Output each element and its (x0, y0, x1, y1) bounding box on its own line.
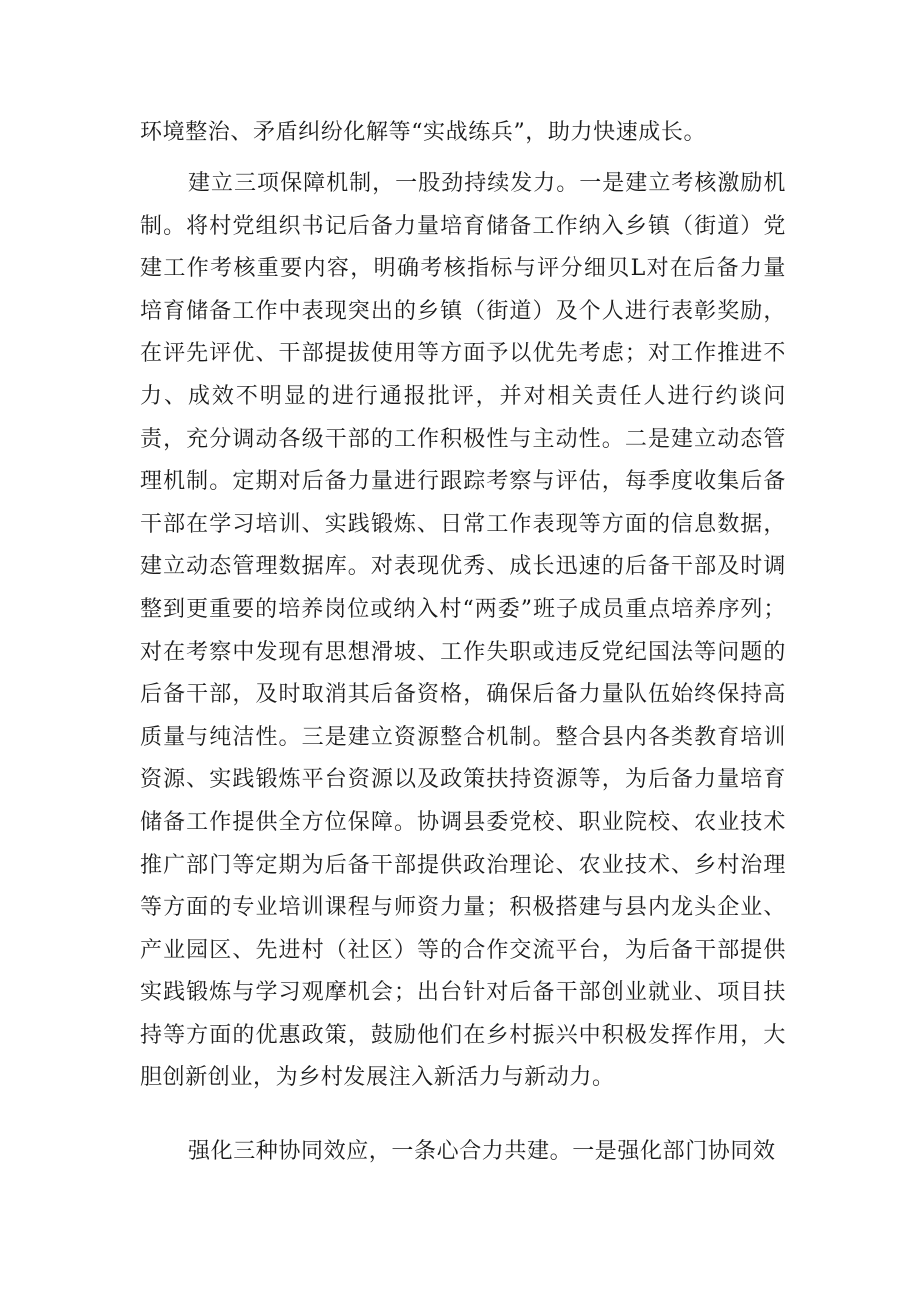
paragraph-guarantee-mechanisms (140, 163, 786, 1100)
paragraph-continuation (140, 112, 786, 155)
paragraph-text: 环境整治、矛盾纠纷化解等“实战练兵”，助力快速成长。 (140, 120, 707, 145)
paragraph-synergy-effects (140, 1131, 786, 1174)
paragraph-text: 强化三种协同效应，一条心合力共建。一是强化部门协同效 (188, 1139, 776, 1164)
paragraph-text: 建立三项保障机制，一股劲持续发力。一是建立考核激励机制。将村党组织书记后备力量培育储备工作纳入乡镇（街道）党建工作考核重要内容，明确考核指标与评分细贝L对在后备力量培育储备工作中表现突出的乡镇（街道）及个人进行表彰奖励，在评先评优、干部提拔使用等方面予以优先考虑；对工作推进不力、成效不明显的进行通报批评，并对相关责任人进行约谈问责，充分调动各级干部的工作积极性与主动性。二是建立动态管理机制。定期对后备力量进行跟踪考察与评估，每季度收集后备干部在学习培训、实践锻炼、日常工作表现等方面的信息数据，建立动态管理数据库。对表现优秀、成长迅速的后备干部及时调整到更重要的培养岗位或纳入村“两委”班子成员重点培养序列；对在考察中发现有思想滑坡、工作失职或违反党纪国法等问题的后备干部，及时取消其后备资格，确保后备力量队伍始终保持高质量与纯洁性。三是建立资源整合机制。整合县内各类教育培训资源、实践锻炼平台资源以及政策扶持资源等，为后备力量培育储备工作提供全方位保障。协调县委党校、职业院校、农业技术推广部门等定期为后备干部提供政治理论、农业技术、乡村治理等方面的专业培训课程与师资力量；积极搭建与县内龙头企业、产业园区、先进村（社区）等的合作交流平台，为后备干部提供实践锻炼与学习观摩机会；出台针对后备干部创业就业、项目扶持等方面的优惠政策，鼓励他们在乡村振兴中积极发挥作用，大胆创新创业，为乡村发展注入新活力与新动力。 (140, 171, 786, 1091)
